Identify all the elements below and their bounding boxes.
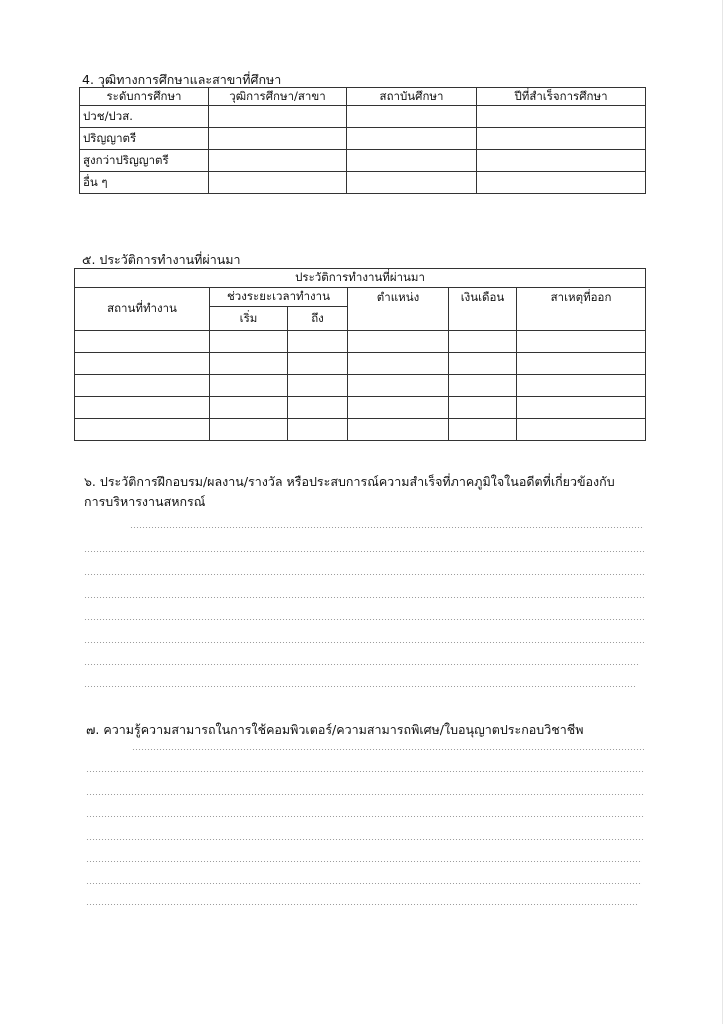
salary-cell[interactable]	[449, 419, 517, 441]
workplace-cell[interactable]	[75, 353, 210, 375]
section-7-answer-line[interactable]	[86, 904, 638, 905]
education-table	[79, 87, 646, 194]
section-4-title: 4. วุฒิทางการศึกษาและสาขาที่ศึกษา	[82, 72, 282, 87]
work-row	[75, 331, 646, 353]
section-7-answer-line[interactable]	[132, 749, 644, 750]
section-7-answer-line[interactable]	[86, 794, 644, 795]
education-row-postgraduate	[80, 150, 646, 172]
header-degree-major: วุฒิการศึกษา/สาขา	[209, 88, 347, 106]
section-6-answer-line[interactable]	[84, 574, 644, 575]
year-cell[interactable]	[477, 106, 646, 128]
year-cell[interactable]	[477, 150, 646, 172]
reason-cell[interactable]	[517, 331, 646, 353]
work-title-row	[75, 269, 646, 288]
section-6-title	[84, 472, 684, 512]
salary-cell[interactable]	[449, 375, 517, 397]
education-level-label: สูงกว่าปริญญาตรี	[80, 150, 209, 172]
section-7-answer-line[interactable]	[86, 861, 642, 862]
section-7-title: ๗. ความรู้ความสามารถในการใช้คอมพิวเตอร์/ความสามารถพิเศษ/ใบอนุญาตประกอบวิชาชีพ	[86, 722, 584, 737]
section-6-title-line-1: ๖. ประวัติการฝึกอบรม/ผลงาน/รางวัล หรือประสบการณ์ความสำเร็จที่ภาคภูมิใจในอดีตที่เกี่ยวข้องกับ	[84, 474, 615, 489]
reason-cell[interactable]	[517, 419, 646, 441]
education-row-other	[80, 172, 646, 194]
work-row	[75, 397, 646, 419]
position-cell[interactable]	[348, 353, 449, 375]
workplace-cell[interactable]	[75, 375, 210, 397]
section-6-title-line-2: การบริหารงานสหกรณ์	[84, 494, 206, 509]
section-6-answer-line[interactable]	[84, 686, 636, 687]
start-cell[interactable]	[210, 419, 288, 441]
start-cell[interactable]	[210, 353, 288, 375]
education-level-label: อื่น ๆ	[80, 172, 209, 194]
position-cell[interactable]	[348, 331, 449, 353]
header-salary: เงินเดือน	[449, 288, 517, 331]
work-history-table	[74, 268, 646, 441]
workplace-cell[interactable]	[75, 397, 210, 419]
header-institution: สถาบันศึกษา	[347, 88, 477, 106]
work-row	[75, 419, 646, 441]
work-row	[75, 353, 646, 375]
section-5-title: ๕. ประวัติการทำงานที่ผ่านมา	[82, 252, 241, 267]
salary-cell[interactable]	[449, 353, 517, 375]
header-position: ตำแหน่ง	[348, 288, 449, 331]
position-cell[interactable]	[348, 397, 449, 419]
education-row-bachelor	[80, 128, 646, 150]
end-cell[interactable]	[288, 375, 348, 397]
header-education-level: ระดับการศึกษา	[80, 88, 209, 106]
section-6-answer-line[interactable]	[84, 619, 644, 620]
institution-cell[interactable]	[347, 150, 477, 172]
degree-cell[interactable]	[209, 172, 347, 194]
section-7-answer-line[interactable]	[86, 883, 642, 884]
header-start: เริ่ม	[210, 307, 288, 331]
position-cell[interactable]	[348, 419, 449, 441]
section-6-answer-line[interactable]	[130, 527, 644, 528]
workplace-cell[interactable]	[75, 419, 210, 441]
end-cell[interactable]	[288, 353, 348, 375]
year-cell[interactable]	[477, 128, 646, 150]
workplace-cell[interactable]	[75, 331, 210, 353]
work-history-table-title: ประวัติการทำงานที่ผ่านมา	[75, 269, 646, 288]
header-work-period: ช่วงระยะเวลาทำงาน	[210, 288, 348, 307]
start-cell[interactable]	[210, 397, 288, 419]
institution-cell[interactable]	[347, 106, 477, 128]
degree-cell[interactable]	[209, 106, 347, 128]
degree-cell[interactable]	[209, 150, 347, 172]
end-cell[interactable]	[288, 419, 348, 441]
start-cell[interactable]	[210, 375, 288, 397]
degree-cell[interactable]	[209, 128, 347, 150]
year-cell[interactable]	[477, 172, 646, 194]
section-7-answer-line[interactable]	[86, 839, 644, 840]
salary-cell[interactable]	[449, 331, 517, 353]
scan-edge-line	[722, 0, 723, 1024]
work-header-row	[75, 288, 646, 307]
education-level-label: ปริญญาตรี	[80, 128, 209, 150]
section-6-answer-line[interactable]	[84, 664, 640, 665]
section-6-answer-line[interactable]	[84, 597, 644, 598]
work-row	[75, 375, 646, 397]
salary-cell[interactable]	[449, 397, 517, 419]
section-6-answer-line[interactable]	[84, 551, 644, 552]
reason-cell[interactable]	[517, 397, 646, 419]
position-cell[interactable]	[348, 375, 449, 397]
start-cell[interactable]	[210, 331, 288, 353]
header-workplace: สถานที่ทำงาน	[75, 288, 210, 331]
education-header-row	[80, 88, 646, 106]
education-row-vocational	[80, 106, 646, 128]
institution-cell[interactable]	[347, 128, 477, 150]
section-6-answer-line[interactable]	[84, 642, 644, 643]
section-7-answer-line[interactable]	[86, 771, 644, 772]
end-cell[interactable]	[288, 331, 348, 353]
header-end: ถึง	[288, 307, 348, 331]
header-reason-for-leaving: สาเหตุที่ออก	[517, 288, 646, 331]
header-graduation-year: ปีที่สำเร็จการศึกษา	[477, 88, 646, 106]
reason-cell[interactable]	[517, 375, 646, 397]
section-7-answer-line[interactable]	[86, 816, 644, 817]
reason-cell[interactable]	[517, 353, 646, 375]
institution-cell[interactable]	[347, 172, 477, 194]
end-cell[interactable]	[288, 397, 348, 419]
education-level-label: ปวช/ปวส.	[80, 106, 209, 128]
